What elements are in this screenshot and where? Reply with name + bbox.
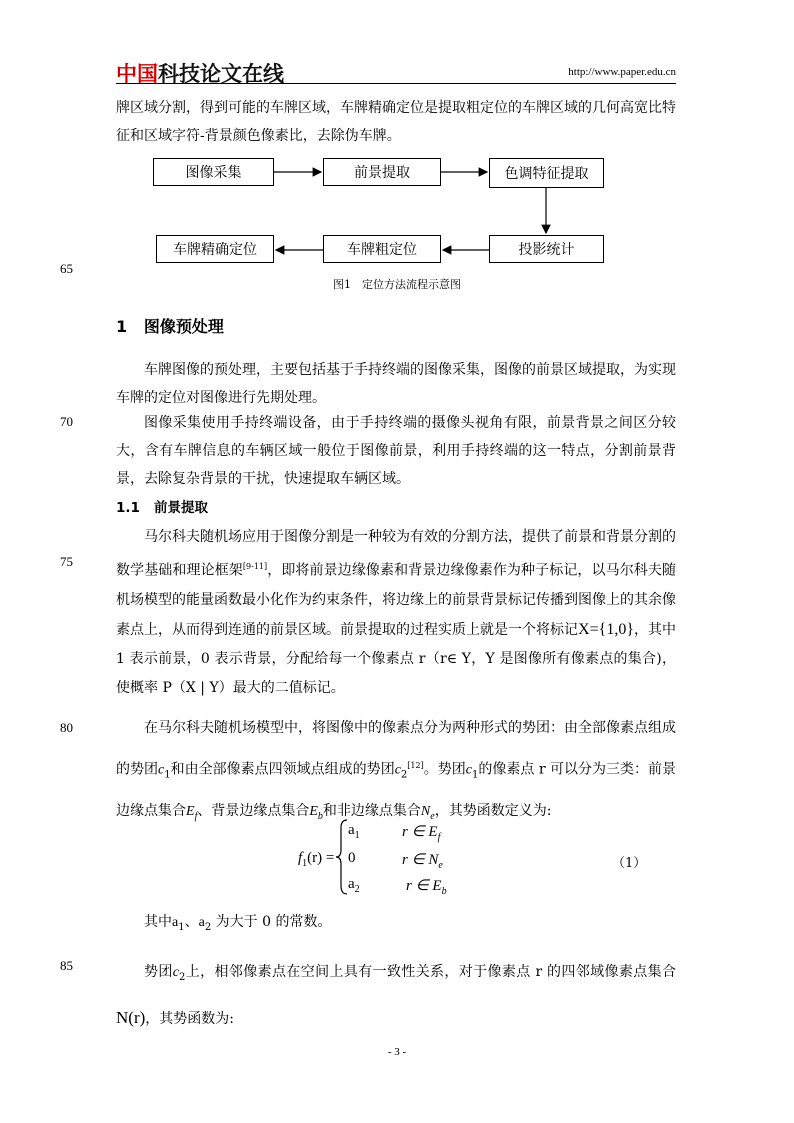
intro-paragraph: 牌区域分割，得到可能的车牌区域，车牌精确定位是提取粗定位的车牌区域的几何高宽比特征和区域字符-背景颜色像素比，去除伪车牌。 <box>116 100 676 144</box>
flow-box-foreground-extraction: 前景提取 <box>323 158 441 186</box>
formula-lhs: $f_1(r)$ = <box>298 850 335 869</box>
page-number: - 3 - <box>387 1046 407 1058</box>
citation: [12] <box>407 761 424 770</box>
header-url[interactable]: http://www.paper.edu.cn <box>568 66 676 78</box>
flow-box-projection: 投影统计 <box>489 235 604 263</box>
flow-arrows <box>0 0 794 300</box>
line-number: 70 <box>60 414 73 429</box>
subsection-heading: 1.1 前景提取 <box>116 500 209 516</box>
line-number: 85 <box>60 958 73 973</box>
flowchart <box>0 0 794 300</box>
section1-paragraph-2: 图像采集使用手持终端设备，由于手持终端的摄像头视角有限，前景背景之间区分较大，含有车牌信息的车辆区域一般位于图像前景，利用手持终端的这一特点，分割前景背景，去除复杂背景的干扰，快速提取车辆区域。 <box>116 415 676 487</box>
subsection-paragraph-4: 势团$c_2$上，相邻像素点在空间上具有一致性关系，对于像素点 r 的四邻域像素点集合N(r)，其势函数为: <box>116 964 677 1027</box>
subsection-paragraph-1: 马尔科夫随机场应用于图像分割是一种较为有效的分割方法，提供了前景和背景分割的数学基础和理论框架[9-11]，即将前景边缘像素和背景边缘像素作为种子标记，以马尔科夫随机场模型的能量函数最小化作为约束条件，将边缘上的前景背景标记传播到图像上的其余像素点上，从而得到连通的前景区域。前景提取的过程实质上就是一个将标记X={1,0}，其中 1 表示前景，0 表示背景，分配给每一个像素点 r（r∈ Y，Y 是图像所有像素点的集合)，使概率 P（X | Y）最大的二值标记。 <box>116 529 677 696</box>
section-heading: 1 图像预处理 <box>116 317 224 336</box>
line-number: 80 <box>60 720 73 735</box>
formula-case-2-value: 0 <box>348 850 356 866</box>
formula-case-1-value: $a_1$ <box>348 822 360 841</box>
formula-number: （1） <box>612 856 647 871</box>
flow-box-precise-locate: 车牌精确定位 <box>156 235 274 263</box>
line-number: 75 <box>60 554 73 569</box>
flow-box-hue-feature: 色调特征提取 <box>489 158 604 188</box>
journal-logo: 中国科技论文在线 <box>116 62 284 86</box>
label-set: X={1,0} <box>578 620 634 638</box>
formula-case-3-condition: r ∈ $E_b$ <box>406 878 447 897</box>
citation: [9-11] <box>242 562 268 571</box>
figure-caption: 图1 定位方法流程示意图 <box>333 278 461 291</box>
subsection-paragraph-2: 在马尔科夫随机场模型中，将图像中的像素点分为两种形式的势团：由全部像素点组成的势团$c_1$和由全部像素点四领域点组成的势团$c_2[12]$。势团$c_1$的像素点 r 可以分为三类：前景边缘点集合$E_f$、背景边缘点集合$E_b$和非边缘点集合$N_e$，其势函数定义为: <box>116 720 677 823</box>
section1-paragraph-1: 车牌图像的预处理，主要包括基于手持终端的图像采集，图像的前景区域提取，为实现车牌的定位对图像进行先期处理。 <box>116 362 676 406</box>
line-number: 65 <box>60 261 73 276</box>
subsection-paragraph-3: 其中$a_1$、$a_2$ 为大于 0 的常数。 <box>144 914 332 933</box>
formula-case-2-condition: r ∈ $N_e$ <box>402 852 443 871</box>
flow-box-coarse-locate: 车牌粗定位 <box>323 235 441 263</box>
formula-case-3-value: $a_2$ <box>348 876 360 895</box>
formula-case-1-condition: r ∈ $E_f$ <box>402 824 441 843</box>
flow-box-image-capture: 图像采集 <box>153 158 274 186</box>
